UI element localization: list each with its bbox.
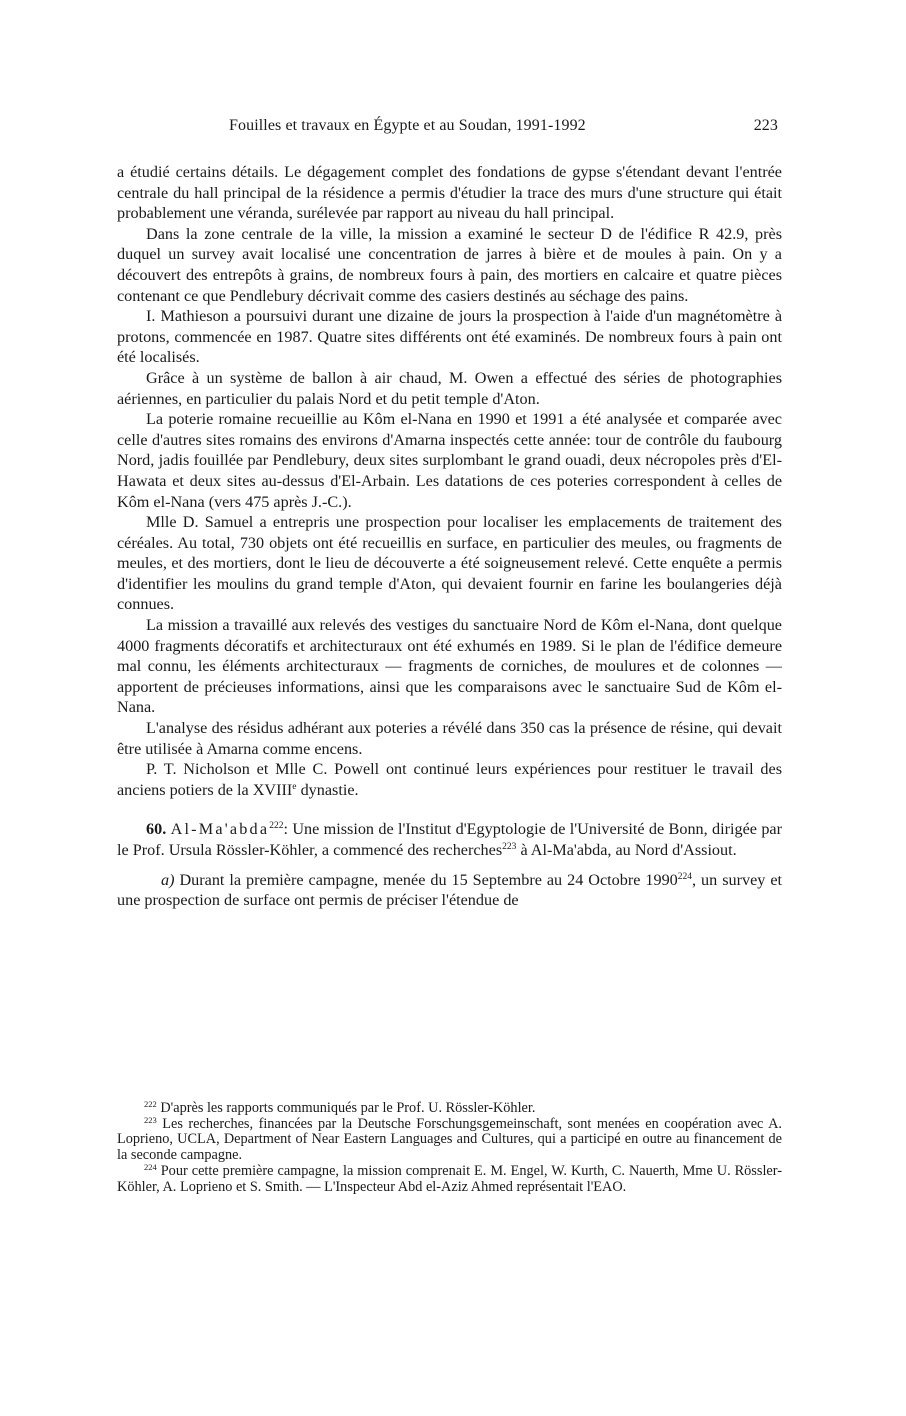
page-number: 223 [753,117,778,134]
subsection-a [117,870,782,911]
page [117,117,782,911]
superscript: e [292,781,297,792]
footnote-text: Les recherches, financées par la Deutsche Forschungsgemeinschaft, sont menées en coopération avec A. Loprieno, UCLA, Department of Near Eastern Languages and Cultures, qui a participé en outre au financement de la seconde campagne. [117,1115,782,1164]
footnote-number: 224 [144,1161,157,1172]
paragraph: L'analyse des résidus adhérant aux poteries a révélé dans 350 cas la présence de résine, qui devait être utilisée à Amarna comme encens. [117,719,782,758]
paragraph: La mission a travaillé aux relevés des vestiges du sanctuaire Nord de Kôm el-Nana, dont quelque 4000 fragments décoratifs et architecturaux ont été exhumés en 1989. Si le plan de l'édifice demeure mal connu, les éléments architecturaux — fragments de corniches, de moulures et de colonnes — apportent de précieuses informations, ainsi que les comparaisons avec le sanctuaire Sud de Kôm el-Nana. [117,616,782,717]
footnote-ref[interactable]: 222 [269,821,284,832]
section-number: 60. [146,820,167,839]
footnote [117,1161,782,1195]
paragraph: Grâce à un système de ballon à air chaud, M. Owen a effectué des séries de photographies aériennes, en particulier du palais Nord et du petit temple d'Aton. [117,368,782,408]
paragraph: a étudié certains détails. Le dégagement complet des fondations de gypse s'étendant devant l'entrée centrale du hall principal de la résidence a permis d'étudier la trace des murs d'une structure qui était probablement une véranda, surélevée par rapport au niveau du hall principal. [117,163,782,223]
footnote-text: D'après les rapports communiqués par le Prof. U. Rössler-Köhler. [156,1100,536,1116]
footnote-number: 223 [144,1114,157,1125]
footnote [117,1101,782,1117]
paragraph: I. Mathieson a poursuivi durant une dizaine de jours la prospection à l'aide d'un magnétomètre à protons, commencée en 1987. Quatre sites différents ont été examinés. De nombreux fours à pain ont été localisés. [117,307,782,367]
footnote-ref[interactable]: 224 [677,871,693,882]
footnotes [117,1101,782,1195]
paragraph-text: dynastie. [296,780,359,799]
footnote [117,1114,782,1164]
paragraph-text: : Une mission de l'Institut d'Egyptologie de l'Université de Bonn, dirigée par le Prof. Ursula Rössler-Köhler, a commencé des recherches [117,820,782,859]
paragraph: Mlle D. Samuel a entrepris une prospection pour localiser les emplacements de traitement des céréales. Au total, 730 objets ont été recueillis en surface, en particulier des meules, ou fragments de meules, et des mortiers, dont le lieu de découverte a été soigneusement relevé. Cette enquête a permis d'identifier les moulins du grand temple d'Aton, qui devaient fournir en farine les boulangeries déjà connues. [117,513,782,614]
footnote-text: Pour cette première campagne, la mission comprenait E. M. Engel, W. Kurth, C. Nauerth, Mme U. Rössler-Köhler, A. Loprieno et S. Smith. — L'Inspecteur Abd el-Aziz Ahmed représentait l'EAO. [117,1162,782,1195]
paragraph-text: , un survey et une prospection de surface ont permis de préciser l'étendue de [117,870,783,910]
paragraph-text: P. T. Nicholson et Mlle C. Powell ont continué leurs expériences pour restituer le travail des anciens potiers de la XVIII [117,760,782,799]
paragraph-text: Durant la première campagne, menée du 15 Septembre au 24 Octobre 1990 [174,870,678,889]
paragraph [117,759,782,800]
running-title: Fouilles et travaux en Égypte et au Soudan, 1991-1992 [229,117,586,134]
footnote-number: 222 [144,1099,157,1109]
body-text [117,162,782,911]
site-name: Al-Ma'abda [170,820,270,839]
paragraph: Dans la zone centrale de la ville, la mission a examiné le secteur D de l'édifice R 42.9, près duquel un survey avait localisé une concentration de jarres à bière et de moules à pain. On y a découvert des entrepôts à grains, de nombreux fours à pain, des mortiers en calcaire et quatre pièces contenant ce que Pendlebury décrivait comme des casiers destinés au séchage des pains. [117,224,782,305]
subsection-label: a) [161,870,175,889]
paragraph-text: à Al-Ma'abda, au Nord d'Assiout. [516,841,737,859]
running-header [117,117,782,143]
section-60 [117,819,782,860]
footnote-ref[interactable]: 223 [502,842,517,852]
paragraph: La poterie romaine recueillie au Kôm el-Nana en 1990 et 1991 a été analysée et comparée avec celle d'autres sites romains des environs d'Amarna inspectés cette année: tour de contrôle du faubourg Nord, jadis fouillée par Pendlebury, deux sites surplombant le grand ouadi, deux nécropoles près d'El-Hawata et deux sites au-dessus d'El-Arbain. Les datations de ces poteries correspondent à celles de Kôm el-Nana (vers 475 après J.-C.). [117,410,782,511]
